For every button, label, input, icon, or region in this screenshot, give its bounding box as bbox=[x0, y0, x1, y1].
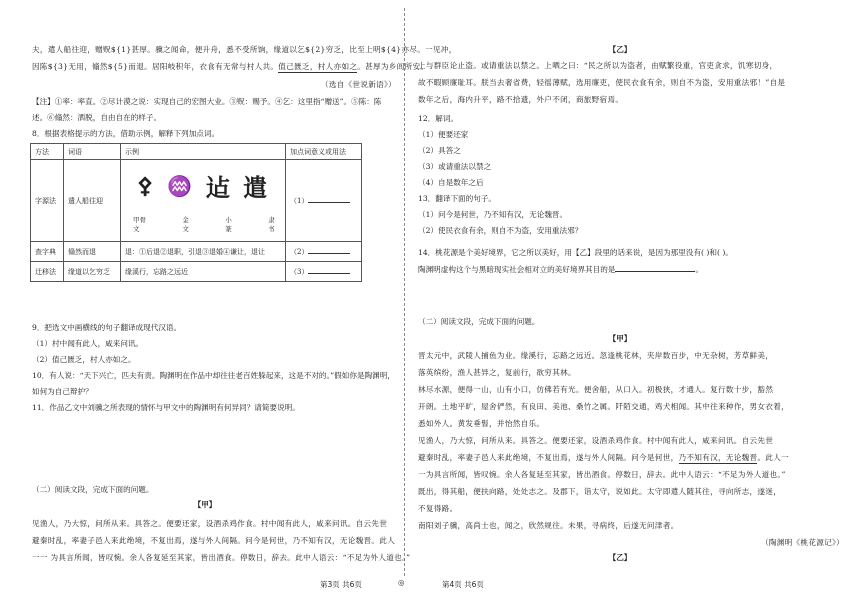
answer-blank[interactable] bbox=[308, 273, 350, 274]
answer-cell bbox=[286, 160, 362, 242]
passage-line: 避秦时乱，率妻子邑人来此绝境，不复出焉，遂与外人间隔。问今是何世，乃不知有汉，无论魏晋。此人 bbox=[32, 536, 396, 545]
caption: 金文 bbox=[182, 216, 189, 233]
answer-label: （2） bbox=[290, 247, 309, 256]
seal-glyph: 迠 bbox=[206, 173, 230, 202]
passage-line: 林尽水源，便得一山，山有小口，仿佛若有光。便舍船，从口入。初极狭，才通人。复行数十步，豁然 bbox=[418, 385, 774, 394]
passage-line: 悉如外人。黄发垂髫，并怡然自乐。 bbox=[418, 419, 545, 428]
passage-label: 【乙】 bbox=[608, 553, 632, 562]
question-13: 13．翻译下面的句子。 bbox=[418, 194, 497, 203]
center-mark: ◎ bbox=[398, 578, 405, 587]
question-14-cont bbox=[418, 264, 703, 275]
passage-line: 一一 为具言所闻，皆叹惋。余人各复延至其家，皆出酒食。停数日，辞去。此中人语云：“不足为外人道也。” bbox=[32, 553, 411, 562]
example-image-cell bbox=[121, 160, 286, 242]
question-10-cont: 如何为自己辩护？ bbox=[32, 387, 93, 396]
answer-cell bbox=[286, 262, 362, 282]
section-heading: （二）阅读文段，完成下面的问题。 bbox=[418, 317, 540, 326]
text-run: 。甚厚为乡闾所安。 bbox=[357, 62, 429, 71]
caption: 隶书 bbox=[268, 216, 275, 233]
right-page bbox=[410, 0, 860, 608]
bronze-glyph: ♒ bbox=[167, 173, 193, 198]
answer-label: （1） bbox=[290, 196, 309, 205]
oracle-glyph: ⚴ bbox=[137, 172, 154, 199]
caption: 甲骨文 bbox=[133, 216, 146, 233]
passage-line: 故不暇顾廉耻耳。朕当去奢省费，轻徭薄赋，选用廉吏，使民衣食有余，则自不为盗，安用重法邪！”自是 bbox=[418, 78, 786, 87]
passage-line: 见渔人，乃大惊，问所从来。具答之。便要还家，设酒杀鸡作食。村中闻有此人，咸来问讯。自云先世 bbox=[418, 436, 774, 445]
question-13-item: （2）使民衣食有余，则自不为盗，安用重法邪？ bbox=[418, 226, 583, 235]
passage-line: 晋太元中，武陵人捕鱼为业。缘溪行，忘路之远近。忽逢桃花林，夹岸数百步，中无杂树，芳草鲜美， bbox=[418, 351, 774, 360]
passage-line: 数年之后，海内升平，路不拾遗，外户不闭，商旅野宿焉。 bbox=[418, 95, 624, 104]
question-9-item: （1）村中闻有此人，咸来问讯。 bbox=[32, 339, 144, 348]
text-run: 因陈${3}无用，翛然${5}而退。居阳岐积年，衣食有无常与村人共。 bbox=[32, 62, 279, 71]
table-cell: 迁移法 bbox=[31, 262, 64, 282]
passage-line: 既出，得其船，便扶向路，处处志之。及郡下，诣太守，说如此。太守即遣人随其往，寻向所志，遂迷， bbox=[418, 487, 782, 496]
answer-blank[interactable] bbox=[615, 271, 695, 272]
question-12-item: （4）自是数年之后 bbox=[418, 178, 484, 187]
question-12-item: （2）具答之 bbox=[418, 146, 461, 155]
passage-line: 南阳刘子骥，高尚士也，闻之，欣然规往。未果，寻病终，后遂无问津者。 bbox=[418, 521, 679, 530]
passage-label: 【甲】 bbox=[193, 500, 217, 509]
table-cell: 遣人船往迎 bbox=[64, 160, 121, 242]
table-cell: 退：①后退②退职，引退③退婚④谦让，退让 bbox=[121, 242, 286, 262]
passage-line: 落英缤纷，渔人甚异之，复前行，欲穷其林。 bbox=[418, 368, 576, 377]
passage-label: 【乙】 bbox=[608, 45, 632, 54]
question-8: 8．根据表格提示的方法，借助示例，解释下列加点词。 bbox=[32, 129, 220, 138]
table-header: 词语 bbox=[64, 144, 121, 160]
table-header: 方法 bbox=[31, 144, 64, 160]
table-row bbox=[31, 262, 362, 282]
question-12-item: （1）便要还家 bbox=[418, 130, 469, 139]
question-14: 14．桃花源是个美好境界，它之所以美好，用【乙】段里的话来说，是因为那里没有( )和( )。 bbox=[418, 248, 733, 257]
source-citation: （陶渊明《桃花源记》） bbox=[760, 538, 844, 547]
passage-line: 上与群臣论止盗。或请重法以禁之。上哂之曰：“民之所以为盗者，由赋繁役重，官吏贪求，饥寒切身， bbox=[418, 61, 778, 70]
table-cell: 缘溪行，忘路之远近 bbox=[121, 262, 286, 282]
table-cell: 字源法 bbox=[31, 160, 64, 242]
answer-cell bbox=[286, 242, 362, 262]
page-number: 第4页 共6页 bbox=[442, 580, 484, 589]
question-11: 11．作品乙文中刘骥之所表现的情怀与甲文中的陶渊明有何异同？请简要说明。 bbox=[32, 403, 300, 412]
question-10: 10．有人说：“天下兴亡，匹夫有责。陶渊明在作品中却往往老百姓躲起来，这是不对的。”假如你是陶渊明， bbox=[32, 371, 395, 380]
question-12: 12．解词。 bbox=[418, 114, 459, 123]
question-13-item: （1）问今是何世，乃不知有汉，无论魏晋。 bbox=[418, 210, 568, 219]
table-cell: 缘道以乞穷乏 bbox=[64, 262, 121, 282]
underlined-sentence: 乃不知有汉，无论魏晋 bbox=[678, 453, 758, 462]
glyph-captions bbox=[125, 215, 281, 233]
question-9-item: （2）值己匮乏，村人亦如之。 bbox=[32, 355, 136, 364]
script-evolution-image bbox=[125, 168, 281, 203]
passage-line: 开朗。土地平旷，屋舍俨然，有良田、美池、桑竹之属。阡陌交通，鸡犬相闻。其中往来种作，男女衣着， bbox=[418, 402, 789, 411]
table-row bbox=[31, 242, 362, 262]
passage-label: 【甲】 bbox=[608, 334, 632, 343]
text-line bbox=[32, 61, 428, 73]
table-row bbox=[31, 160, 362, 242]
passage-line: 见渔人，乃大惊，问所从来。具答之。便要还家，设酒杀鸡作食。村中闻有此人，咸来问讯。自云先世 bbox=[32, 519, 388, 528]
clerical-glyph: 遣 bbox=[243, 173, 268, 202]
text-run: 。此人一 bbox=[757, 453, 790, 462]
passage-line: 不复得路。 bbox=[418, 504, 458, 513]
answer-blank[interactable] bbox=[308, 253, 350, 254]
text-run: 避秦时乱，率妻子邑人来此绝境，不复出焉，遂与外人间隔。问今是何世， bbox=[418, 453, 679, 462]
passage-line: 一为具言所闻，皆叹惋。余人各复延至其家，皆出酒食。停数日，辞去。此中人语云：“不足为外人道也。” bbox=[418, 470, 786, 479]
section-heading: （二）阅读文段，完成下面的问题。 bbox=[32, 485, 154, 494]
passage-line bbox=[418, 452, 789, 464]
method-table bbox=[30, 143, 362, 282]
annotation-note: 述。⑥翛然：洒脱，自由自在的样子。 bbox=[32, 113, 162, 122]
annotation-note: 【注】①率：率直。②尽计漠之说：实现自己的宏图大业。③贶：赐予。④乞：这里指“赠送”。⑤陈：陈 bbox=[32, 97, 382, 106]
source-citation: （选自《世说新语》） bbox=[320, 80, 396, 89]
table-header: 示例 bbox=[121, 144, 286, 160]
table-cell: 查字典 bbox=[31, 242, 64, 262]
text-run: 。 bbox=[695, 265, 704, 274]
text-run: 陶渊明虚构这个与黑暗现实社会相对立的美好境界其目的是 bbox=[418, 265, 616, 274]
page-number: 第3页 共6页 bbox=[320, 580, 362, 589]
underlined-sentence: 值己匮乏，村人亦如之 bbox=[278, 62, 358, 71]
answer-label: （3） bbox=[290, 267, 309, 276]
answer-blank[interactable] bbox=[308, 202, 350, 203]
question-12-item: （3）或请重法以禁之 bbox=[418, 162, 492, 171]
text-line: 夫，遣人船往迎，赠贶${1}甚厚。骥之闻命，便升舟，悉不受所饷，缘道以乞${2}穷乏，比至上明${4}亦尽。一见冲， bbox=[32, 45, 457, 54]
table-header: 加点词意义或用法 bbox=[286, 144, 362, 160]
caption: 小篆 bbox=[225, 216, 232, 233]
table-cell: 翛然而退 bbox=[64, 242, 121, 262]
question-9: 9．把选文中画横线的句子翻译成现代汉语。 bbox=[32, 323, 182, 332]
